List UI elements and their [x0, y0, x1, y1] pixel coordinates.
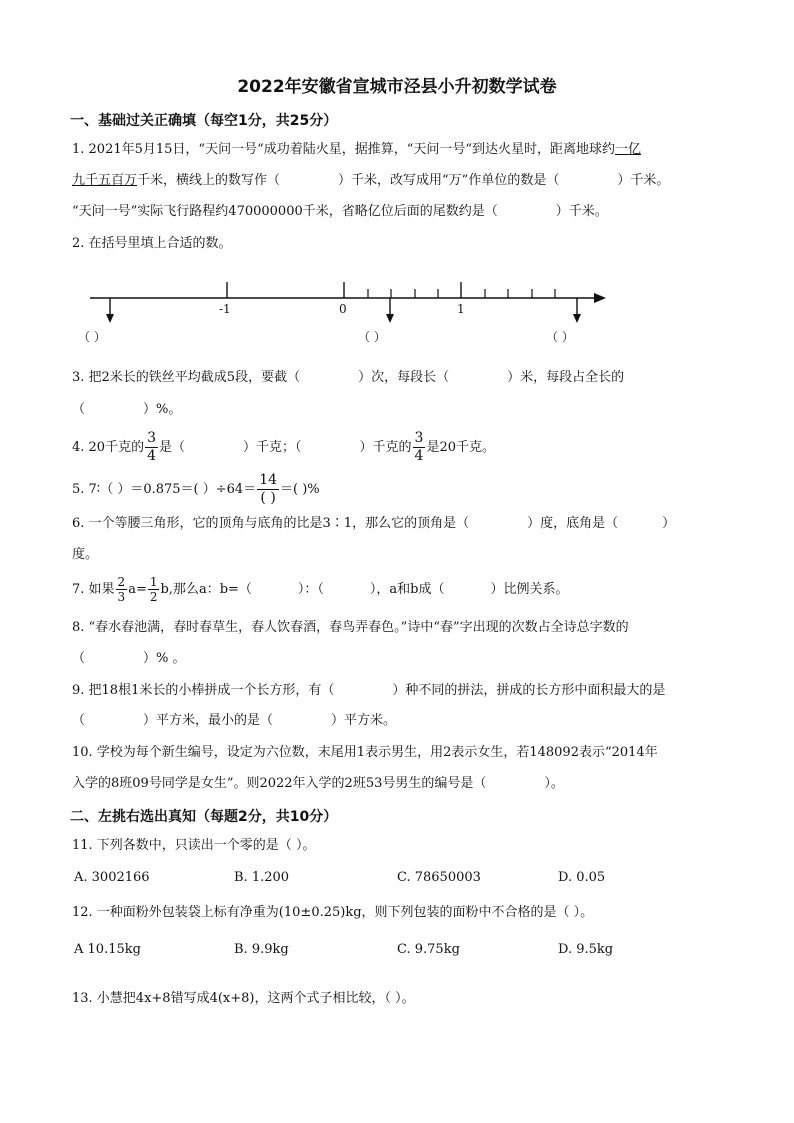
q12-option-c: C. 9.75kg: [397, 942, 460, 957]
number-line-graphic: [84, 276, 614, 336]
fraction-two-thirds: $\frac{2}{3}$: [117, 575, 126, 604]
label-one: 1: [457, 302, 465, 316]
question-1-line-1: 1. 2021年5月15日，“天问一号“成功着陆火星，据推算，“天问一号“到达火星时，距离地球约一亿: [72, 142, 642, 157]
q11-option-d: D. 0.05: [558, 870, 606, 885]
number-line: [78, 276, 614, 344]
fraction-three-quarters-2: $\frac{3}{4}$: [414, 430, 424, 464]
q11-option-c: C. 78650003: [397, 870, 481, 885]
question-1-line-3: “天问一号”实际飞行路程约470000000千米，省略亿位后面的尾数约是（ ）千米。: [72, 204, 608, 219]
question-13: 13. 小慧把4x+8错写成4(x+8)，这两个式子相比较，（ ）。: [72, 991, 415, 1006]
question-10-line-1: 10. 学校为每个新生编号，设定为六位数，末尾用1表示男生，用2表示女生，若148092表示“2014年: [72, 745, 658, 760]
question-5: 5. 7∶（ ）＝0.875＝( ）÷64＝ $\frac{14}{( )}$ ＝( )%: [72, 472, 320, 506]
arrow-right-icon: [594, 293, 606, 303]
question-8-line-2: （ ）% 。: [72, 651, 186, 666]
question-9-line-1: 9. 把18根1米长的小棒拼成一个长方形，有（ ）种不同的拼法，拼成的长方形中面积最大的是: [72, 683, 666, 698]
q11-option-b: B. 1.200: [234, 870, 290, 885]
label-zero: 0: [339, 302, 347, 316]
fraction-three-quarters: $\frac{3}{4}$: [147, 430, 156, 464]
answer-blank-2: （ ）: [358, 330, 386, 344]
answer-blank-1: （ ）: [78, 330, 106, 344]
q12-option-b: B. 9.9kg: [234, 942, 289, 957]
question-6-line-1: 6. 一个等腰三角形，它的顶角与底角的比是3∶1，那么它的顶角是（ ）度，底角是（ ）: [72, 516, 676, 531]
q11-option-a: A. 3002166: [74, 870, 150, 885]
question-3-line-2: （ ）%。: [72, 402, 182, 417]
fraction-14-over-blank: $\frac{14}{( )}$: [259, 472, 278, 506]
q12-option-a: A 10.15kg: [74, 942, 141, 957]
question-6-line-2: 度。: [72, 547, 99, 562]
fraction-one-half: $\frac{1}{2}$: [149, 575, 158, 604]
q12-option-d: D. 9.5kg: [558, 942, 614, 957]
question-7: 7. 如果 $\frac{2}{3}$ a= $\frac{1}{2}$ b,那么a：b=（ ）：（ ），a和b成（ ）比例关系。: [72, 575, 569, 604]
section-2-heading: 二、左挑右选出真知（每题2分，共10分）: [70, 809, 338, 825]
question-3-line-1: 3. 把2米长的铁丝平均截成5段，要截（ ）次，每段长（ ）米，每段占全长的: [72, 370, 625, 385]
question-11: 11. 下列各数中，只读出一个零的是（ ）。: [72, 838, 316, 853]
question-8-line-1: 8. “春水春池满，春时春草生，春人饮春酒，春鸟弄春色。”诗中“春”字出现的次数占全诗总字数的: [72, 620, 629, 635]
label-minus-one: -1: [219, 302, 231, 316]
section-1-heading: 一、基础过关正确填（每空1分，共25分）: [70, 113, 338, 129]
question-12: 12. 一种面粉外包装袋上标有净重为(10±0.25)kg，则下列包装的面粉中不合格的是（ ）。: [72, 905, 594, 920]
question-4: 4. 20千克的 $\frac{3}{4}$ 是（ ）千克；（ ）千克的 $\frac{3}{4}$ 是20千克。: [72, 430, 496, 464]
question-1-line-2: 九千五百万千米，横线上的数写作（ ）千米，改写成用“万”作单位的数是（ ）千米。: [72, 173, 670, 188]
question-2-text: 2. 在括号里填上合适的数。: [72, 236, 232, 251]
question-10-line-2: 入学的8班09号同学是女生”。则2022年入学的2班53号男生的编号是（ ）。: [72, 776, 564, 791]
answer-blank-3: （ ）: [546, 330, 574, 344]
question-9-line-2: （ ）平方米，最小的是（ ）平方米。: [72, 713, 397, 728]
exam-title: 2022年安徽省宣城市泾县小升初数学试卷: [237, 77, 557, 97]
